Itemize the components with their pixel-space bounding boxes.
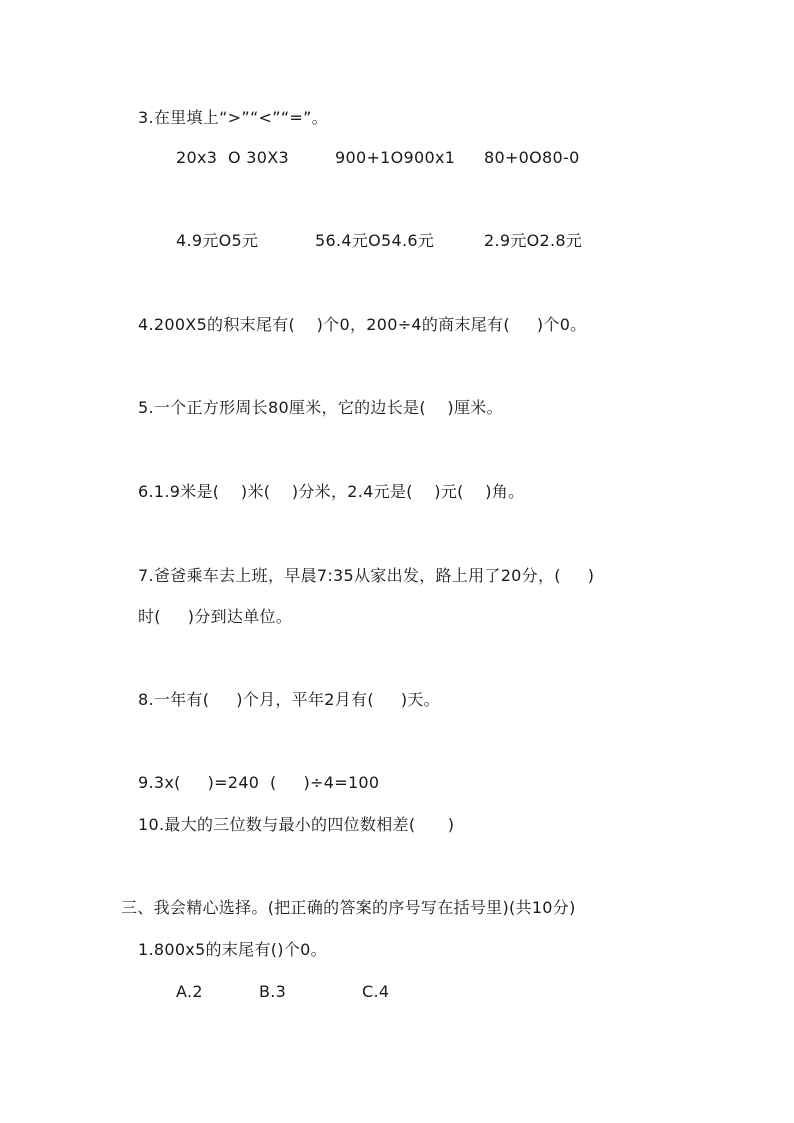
- q10-text: 10.最大的三位数与最小的四位数相差( ): [138, 815, 455, 834]
- q7-line2: 时( )分到达单位。: [138, 607, 293, 626]
- section3-q1-option-b: B.3: [259, 982, 287, 1001]
- q3-title: 3.在里填上“>”“<”“=”。: [138, 108, 329, 127]
- q3-row2-item2: 56.4元O54.6元: [315, 231, 435, 250]
- q8-text: 8.一年有( )个月，平年2月有( )天。: [138, 690, 440, 709]
- q3-row1-item3: 80+0O80-0: [484, 148, 580, 167]
- q3-row1-item1: 20x3 O 30X3: [176, 148, 289, 167]
- q9-text: 9.3x( )=240 ( )÷4=100: [138, 773, 380, 792]
- q7-line1: 7.爸爸乘车去上班，早晨7:35从家出发，路上用了20分，( ): [138, 566, 595, 585]
- section3-q1-option-c: C.4: [362, 982, 390, 1001]
- section3-q1-stem: 1.800x5的末尾有()个0。: [138, 940, 327, 959]
- q3-row2-item3: 2.9元O2.8元: [484, 231, 583, 250]
- q4-text: 4.200X5的积末尾有( )个0，200÷4的商末尾有( )个0。: [138, 315, 587, 334]
- section3-heading: 三、我会精心选择。(把正确的答案的序号写在括号里)(共10分): [121, 898, 576, 917]
- q5-text: 5.一个正方形周长80厘米，它的边长是( )厘米。: [138, 398, 503, 417]
- q3-row1-item2: 900+1O900x1: [335, 148, 456, 167]
- section3-q1-option-a: A.2: [176, 982, 203, 1001]
- q3-row2-item1: 4.9元O5元: [176, 231, 259, 250]
- q6-text: 6.1.9米是( )米( )分米，2.4元是( )元( )角。: [138, 482, 525, 501]
